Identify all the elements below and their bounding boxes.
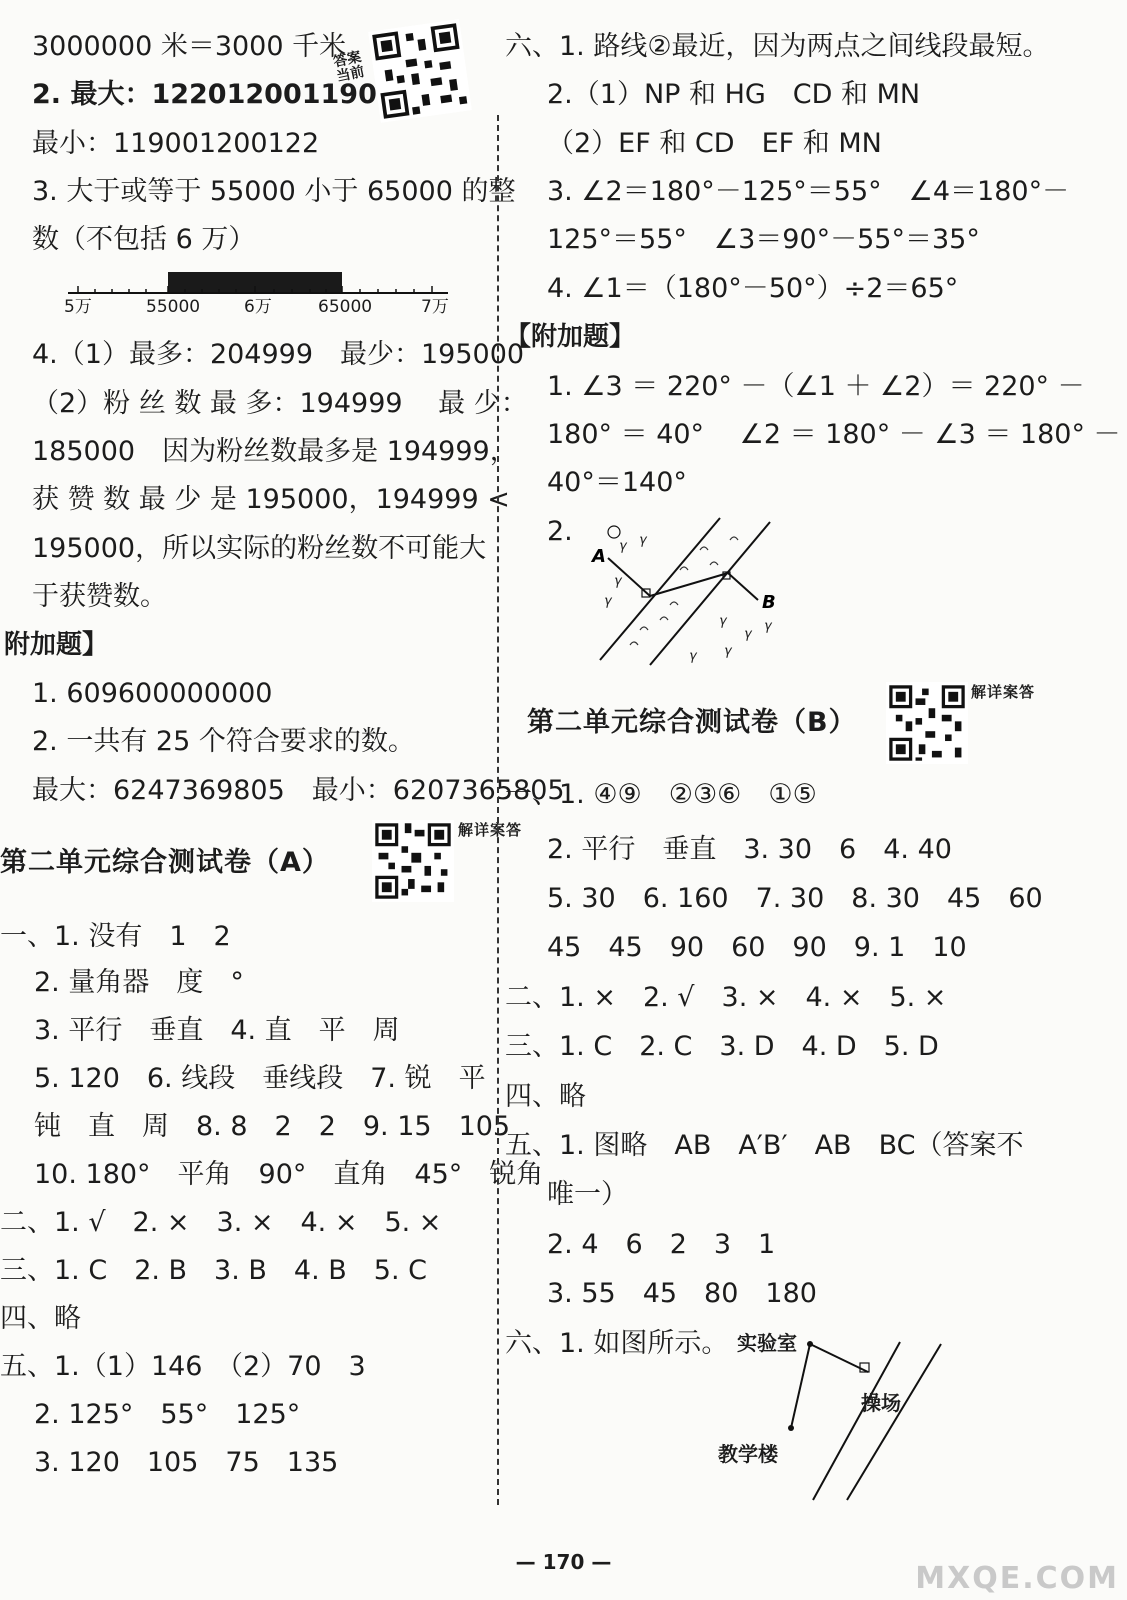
text-line: 三、1. C 2. B 3. B 4. B 5. C [0,1255,427,1286]
text-line: 1. 609600000000 [32,678,273,709]
qr-code-icon[interactable] [886,682,968,764]
text-line: 三、1. C 2. C 3. D 4. D 5. D [505,1031,939,1062]
qr-code-icon[interactable] [372,820,454,902]
text-line: 六、1. 路线②最近，因为两点之间线段最短。 [505,31,1050,62]
text-line: 3. 55 45 80 180 [547,1278,817,1309]
text-line: 3. 120 105 75 135 [34,1447,339,1478]
text-line: 195000，所以实际的粉丝数不可能大 [32,533,487,564]
unit-title: 第二单元综合测试卷（A） [0,847,330,878]
text-line: 2. 平行 垂直 3. 30 6 4. 40 [547,834,952,865]
text-line: 40°＝140° [547,467,687,498]
text-line: 2. 一共有 25 个符合要求的数。 [32,726,415,757]
text-line: 4.（1）最多：204999 最少：195000 [32,339,525,370]
text-line: 数（不包括 6 万） [32,224,256,255]
svg-text:𝛾: 𝛾 [605,593,613,609]
text-line: 获 赞 数 最 少 是 195000，194999 < [32,484,510,515]
tick-label: 5万 [64,297,92,317]
tick-label: 6万 [244,297,272,317]
svg-text:𝛾: 𝛾 [745,626,753,642]
text-line: 185000 因为粉丝数最多是 194999， [32,436,517,467]
qr-caption: 答案详解 [969,684,1035,699]
text-line: 2. 4 6 2 3 1 [547,1229,776,1260]
text-line: 5. 30 6. 160 7. 30 8. 30 45 60 [547,883,1043,914]
text-line: 5. 120 6. 线段 垂线段 7. 锐 平 [34,1063,486,1094]
text-line: 二、1. × 2. √ 3. × 4. × 5. × [505,982,947,1013]
tick-label: 65000 [318,297,373,317]
text-line: （2）EF 和 CD EF 和 MN [547,128,882,159]
text-line: 二、1. √ 2. × 3. × 4. × 5. × [0,1207,442,1238]
watermark: MXQE.COM [915,1561,1119,1596]
column-divider [497,115,499,1505]
text-line: 10. 180° 平角 90° 直角 45° 锐角 [34,1159,544,1190]
text-line: 180° ＝ 40° ∠2 ＝ 180° － ∠3 ＝ 180° － [547,419,1121,450]
text-line: 最大：6247369805 最小：6207365805 [32,775,565,806]
lab-label: 实验室 [737,1331,797,1355]
playground-label: 操场 [861,1391,901,1415]
text-line: 四、略 [505,1081,586,1112]
text-line: 一、1. ④⑨ ②③⑥ ①⑤ [505,779,817,810]
text-line: 2.（1）NP 和 HG CD 和 MN [547,79,921,110]
point-a-label: A [592,546,606,567]
text-line: 五、1. 图略 AB A′B′ AB BC（答案不 [505,1130,1024,1161]
qr-caption: 答案详解 [456,822,522,837]
svg-text:𝛾: 𝛾 [720,613,728,629]
tick-label: 7万 [421,297,449,317]
tick-label: 55000 [146,297,201,317]
section-heading: 附加题】 [4,630,109,660]
text-line: 2. 量角器 度 ° [34,967,244,998]
page-number: — 170 — [515,1550,612,1574]
section-heading: 【附加题】 [505,322,636,352]
text-line: 3. ∠2＝180°－125°＝55° ∠4＝180°－ [547,176,1070,207]
qr-caption: 答案当前 [332,49,366,86]
text-line: （2）粉 丝 数 最 多：194999 最 少： [32,388,528,419]
text-line: 3. 平行 垂直 4. 直 平 周 [34,1015,400,1046]
text-line: 1. ∠3 ＝ 220° －（∠1 ＋ ∠2）＝ 220° － [547,371,1085,402]
teaching-building-label: 教学楼 [718,1442,778,1466]
text-line: 125°＝55° ∠3＝90°－55°＝35° [547,224,980,255]
text-line: 一、1. 没有 1 2 [0,921,231,952]
text-line: 最小：119001200122 [32,128,320,159]
text-line: 45 45 90 60 90 9. 1 10 [547,932,967,963]
campus-map-diagram [705,1330,965,1510]
qr-code-icon[interactable] [368,19,472,123]
svg-text:𝛾: 𝛾 [690,648,698,664]
text-line: 四、略 [0,1303,81,1334]
text-line: 五、1.（1）146 （2）70 3 [0,1351,366,1382]
text-line: 3000000 米＝3000 千米 [32,31,347,62]
svg-text:𝛾: 𝛾 [620,538,628,554]
point-b-label: B [762,592,776,613]
svg-text:𝛾: 𝛾 [765,618,773,634]
text-line: 3. 大于或等于 55000 小于 65000 的整 [32,176,516,207]
text-line: 六、1. 如图所示。 [505,1328,729,1359]
text-line: 唯一） [547,1179,628,1210]
svg-text:𝛾: 𝛾 [615,573,623,589]
svg-text:𝛾: 𝛾 [725,643,733,659]
text-line: 2. 125° 55° 125° [34,1399,301,1430]
river-route-diagram [580,510,810,680]
svg-text:𝛾: 𝛾 [640,532,648,548]
text-line: 于获赞数。 [32,581,167,612]
text-line: 钝 直 周 8. 8 2 2 9. 15 105 [34,1111,511,1142]
unit-title: 第二单元综合测试卷（B） [527,707,857,738]
text-line: 2. [547,516,573,547]
text-line: 2. 最大：122012001190 [32,79,377,110]
text-line: 4. ∠1＝（180°－50°）÷2＝65° [547,273,959,304]
